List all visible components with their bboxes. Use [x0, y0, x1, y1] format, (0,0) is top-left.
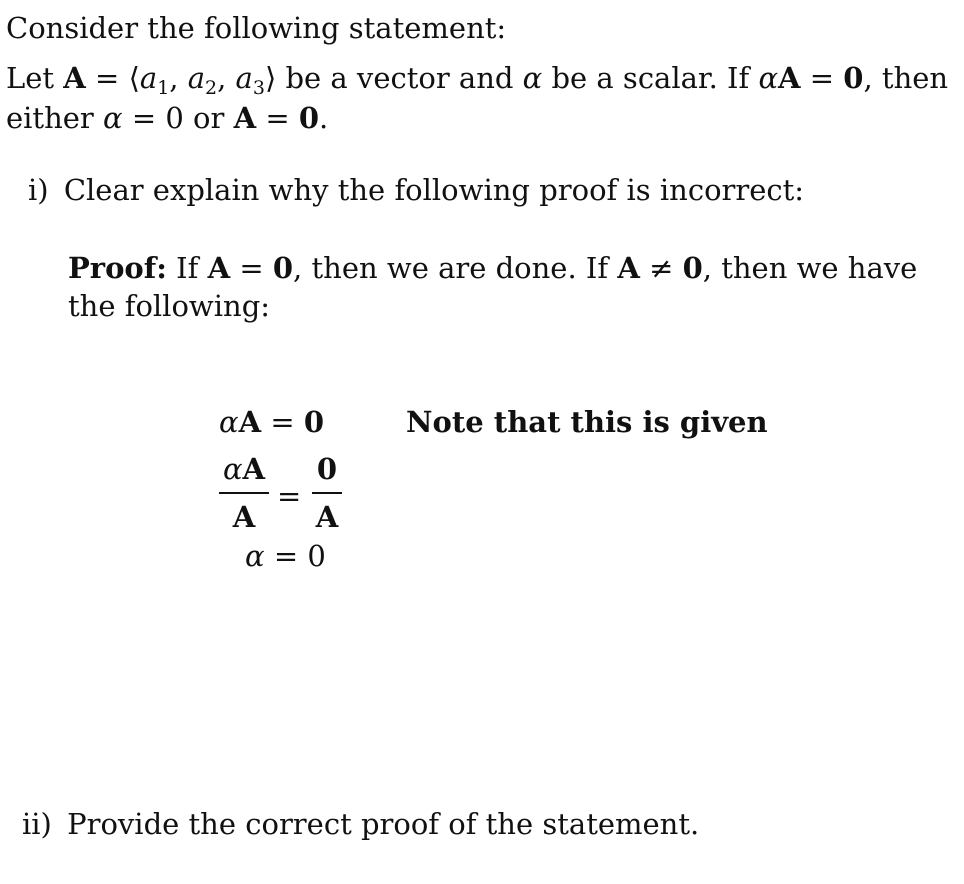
proof-neq: ≠ [649, 251, 674, 285]
equals-sign-3: = [131, 101, 157, 135]
fraction-left-bar [219, 492, 269, 494]
either-word: either [6, 101, 94, 135]
proof-eq-1: = [239, 251, 264, 285]
equals-sign: = [95, 61, 120, 95]
proof-A-1: A [207, 251, 231, 285]
vector-A: A [63, 61, 86, 95]
proof-line-2: the following: [68, 289, 271, 323]
proof-then-have: , then we have [702, 251, 918, 285]
angle-close: ⟩ [264, 61, 277, 95]
result-eq: = [273, 539, 299, 573]
deriv-eq-1: = [270, 405, 295, 439]
part-i-label: i) [28, 173, 49, 207]
sub-1: 1 [157, 77, 170, 99]
comma-2: , [217, 61, 227, 95]
proof-if-1: If [176, 251, 199, 285]
then-word: , then [863, 61, 949, 95]
proof-zero-2: 0 [682, 251, 703, 285]
deriv-alpha-1: α [219, 405, 239, 439]
deriv-A-1: A [238, 405, 262, 439]
component-a2: a [187, 61, 206, 95]
fraction-right-denominator: A [315, 499, 339, 534]
fraction-left [219, 452, 269, 534]
intro-text: Consider the following statement: [6, 11, 507, 45]
comma-1: , [169, 61, 179, 95]
part-i [28, 172, 804, 208]
fraction-right-bar [312, 492, 342, 494]
alpha-2: α [758, 61, 779, 95]
fraction-equals: = [277, 479, 302, 513]
result-alpha: α [245, 539, 265, 573]
frac-alpha: α [222, 452, 243, 486]
statement-text-1: be a vector and [285, 61, 514, 95]
proof-A-2: A [617, 251, 640, 285]
part-ii-label: ii) [22, 807, 52, 841]
let-word: Let [6, 61, 55, 95]
vector-A-2: A [778, 61, 801, 95]
deriv-zero-1: 0 [303, 405, 325, 439]
alpha-3: α [103, 101, 123, 135]
part-ii-text: Provide the correct proof of the statement. [67, 807, 700, 841]
component-a3: a [235, 61, 253, 95]
derivation-line-1 [219, 404, 324, 440]
proof-zero-1: 0 [272, 251, 294, 285]
zero-vector-1: 0 [843, 61, 864, 95]
frac-A-num: A [242, 452, 266, 486]
derivation-note: Note that this is given [406, 405, 768, 439]
part-i-text: Clear explain why the following proof is incorrect: [63, 173, 805, 207]
result-zero: 0 [307, 539, 326, 573]
sub-2: 2 [205, 77, 218, 99]
statement-text-2: be a scalar. If [551, 61, 750, 95]
or-word: or [193, 101, 225, 135]
proof-then-done: , then we are done. If [293, 251, 609, 285]
zero-scalar: 0 [165, 101, 184, 135]
statement-line-2 [6, 100, 328, 136]
vector-A-3: A [233, 101, 257, 135]
sub-3: 3 [252, 77, 265, 99]
part-ii [22, 806, 699, 842]
period: . [319, 101, 329, 135]
zero-vector-2: 0 [298, 101, 320, 135]
equals-sign-2: = [809, 61, 835, 95]
equals-sign-4: = [265, 101, 290, 135]
angle-open: ⟨ [128, 61, 140, 95]
fraction-left-numerator [219, 452, 269, 486]
component-a1: a [139, 61, 158, 95]
fraction-left-denominator: A [232, 499, 256, 534]
derivation-result [245, 538, 326, 574]
fraction-right-numerator: 0 [316, 452, 338, 486]
fraction-right [312, 452, 342, 534]
proof-line-1 [68, 250, 917, 286]
proof-label: Proof: [68, 251, 167, 285]
alpha-1: α [522, 61, 543, 95]
